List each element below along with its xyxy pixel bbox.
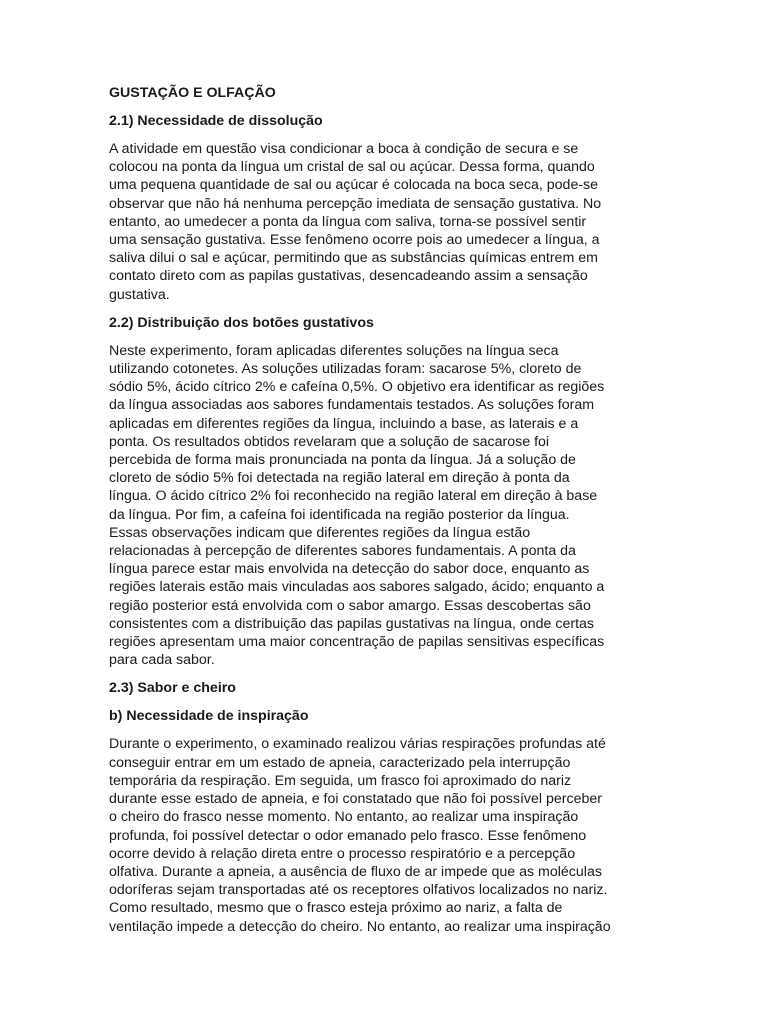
section-paragraph: [109, 140, 661, 304]
paragraph-line: odoríferas sejam transportadas até os receptores olfativos localizados no nariz.: [109, 882, 608, 899]
paragraph-line: relacionadas à percepção de diferentes sabores fundamentais. A ponta da: [109, 543, 576, 560]
paragraph-line: colocou na ponta da língua um cristal de sal ou açúcar. Dessa forma, quando: [109, 159, 595, 176]
document-title: GUSTAÇÃO E OLFAÇÃO: [109, 85, 276, 101]
paragraph-line: da língua. Por fim, a cafeína foi identificada na região posterior da língua.: [109, 506, 570, 523]
paragraph-line: percebida de forma mais pronunciada na ponta da língua. Já a solução de: [109, 452, 576, 469]
document-page: [109, 84, 661, 946]
section-necessidade-inspiracao: [109, 707, 661, 935]
section-paragraph: [109, 735, 661, 935]
paragraph-line: Essas observações indicam que diferentes regiões da língua estão: [109, 524, 531, 541]
section-heading: 2.2) Distribuição dos botões gustativos: [109, 314, 374, 331]
paragraph-line: saliva dilui o sal e açúcar, permitindo que as substâncias químicas entrem em: [109, 250, 598, 267]
paragraph-line: Durante o experimento, o examinado realizou várias respirações profundas até: [109, 736, 606, 753]
paragraph-line: aplicadas em diferentes regiões da língua, incluindo a base, as laterais e a: [109, 415, 579, 432]
paragraph-line: sódio 5%, ácido cítrico 2% e cafeína 0,5%. O objetivo era identificar as regiões: [109, 379, 605, 396]
paragraph-line: ventilação impede a detecção do cheiro. No entanto, ao realizar uma inspiração: [109, 918, 611, 935]
paragraph-line: Neste experimento, foram aplicadas diferentes soluções na língua seca: [109, 342, 559, 359]
paragraph-line: região posterior está envolvida com o sabor amargo. Essas descobertas são: [109, 597, 591, 614]
paragraph-line: temporária da respiração. Em seguida, um frasco foi aproximado do nariz: [109, 772, 572, 789]
section-heading: 2.3) Sabor e cheiro: [109, 680, 236, 697]
paragraph-line: entanto, ao umedecer a ponta da língua com saliva, torna-se possível sentir: [109, 213, 587, 230]
paragraph-line: observar que não há nenhuma percepção imediata de sensação gustativa. No: [109, 195, 602, 212]
paragraph-line: ocorre devido à relação direta entre o processo respiratório e a percepção: [109, 845, 576, 862]
paragraph-line: gustativa.: [109, 286, 170, 303]
paragraph-line: ponta. Os resultados obtidos revelaram que a solução de sacarose foi: [109, 433, 550, 450]
paragraph-line: cloreto de sódio 5% foi detectada na região lateral em direção à ponta da: [109, 470, 570, 487]
paragraph-line: durante esse estado de apneia, e foi constatado que não foi possível perceber: [109, 791, 602, 808]
paragraph-line: contato direto com as papilas gustativas, desencadeando assim a sensação: [109, 268, 588, 285]
paragraph-line: A atividade em questão visa condicionar a boca à condição de secura e se: [109, 141, 579, 157]
paragraph-line: para cada sabor.: [109, 652, 215, 669]
paragraph-line: língua. O ácido cítrico 2% foi reconhecido na região lateral em direção à base: [109, 488, 598, 505]
paragraph-line: uma sensação gustativa. Esse fenômeno ocorre pois ao umedecer a língua, a: [109, 232, 600, 249]
paragraph-line: consistentes com a distribuição das papilas gustativas na língua, onde certas: [109, 615, 595, 632]
paragraph-line: o cheiro do frasco nesse momento. No entanto, ao realizar uma inspiração: [109, 809, 579, 826]
paragraph-line: olfativa. Durante a apneia, a ausência de fluxo de ar impede que as moléculas: [109, 863, 602, 880]
section-heading: 2.1) Necessidade de dissolução: [109, 113, 323, 129]
paragraph-line: regiões laterais estão mais vinculadas aos sabores salgado, ácido; enquanto a: [109, 579, 605, 596]
section-necessidade-dissolucao: [109, 112, 661, 304]
paragraph-line: língua parece estar mais envolvida na detecção do sabor doce, enquanto as: [109, 561, 590, 578]
paragraph-line: regiões apresentam uma maior concentração de papilas sensitivas específicas: [109, 634, 605, 651]
paragraph-line: Como resultado, mesmo que o frasco esteja próximo ao nariz, a falta de: [109, 900, 563, 917]
paragraph-line: conseguir entrar em um estado de apneia, caracterizado pela interrupção: [109, 754, 571, 771]
paragraph-line: profunda, foi possível detectar o odor emanado pelo frasco. Esse fenômeno: [109, 827, 587, 844]
paragraph-line: uma pequena quantidade de sal ou açúcar é colocada na boca seca, pode-se: [109, 177, 599, 194]
section-distribuicao-botoes: [109, 314, 661, 670]
section-heading: b) Necessidade de inspiração: [109, 708, 309, 725]
section-sabor-cheiro: [109, 679, 661, 697]
paragraph-line: utilizando cotonetes. As soluções utilizadas foram: sacarose 5%, cloreto de: [109, 361, 582, 378]
paragraph-line: da língua associadas aos sabores fundamentais testados. As soluções foram: [109, 397, 595, 414]
section-paragraph: [109, 342, 661, 670]
